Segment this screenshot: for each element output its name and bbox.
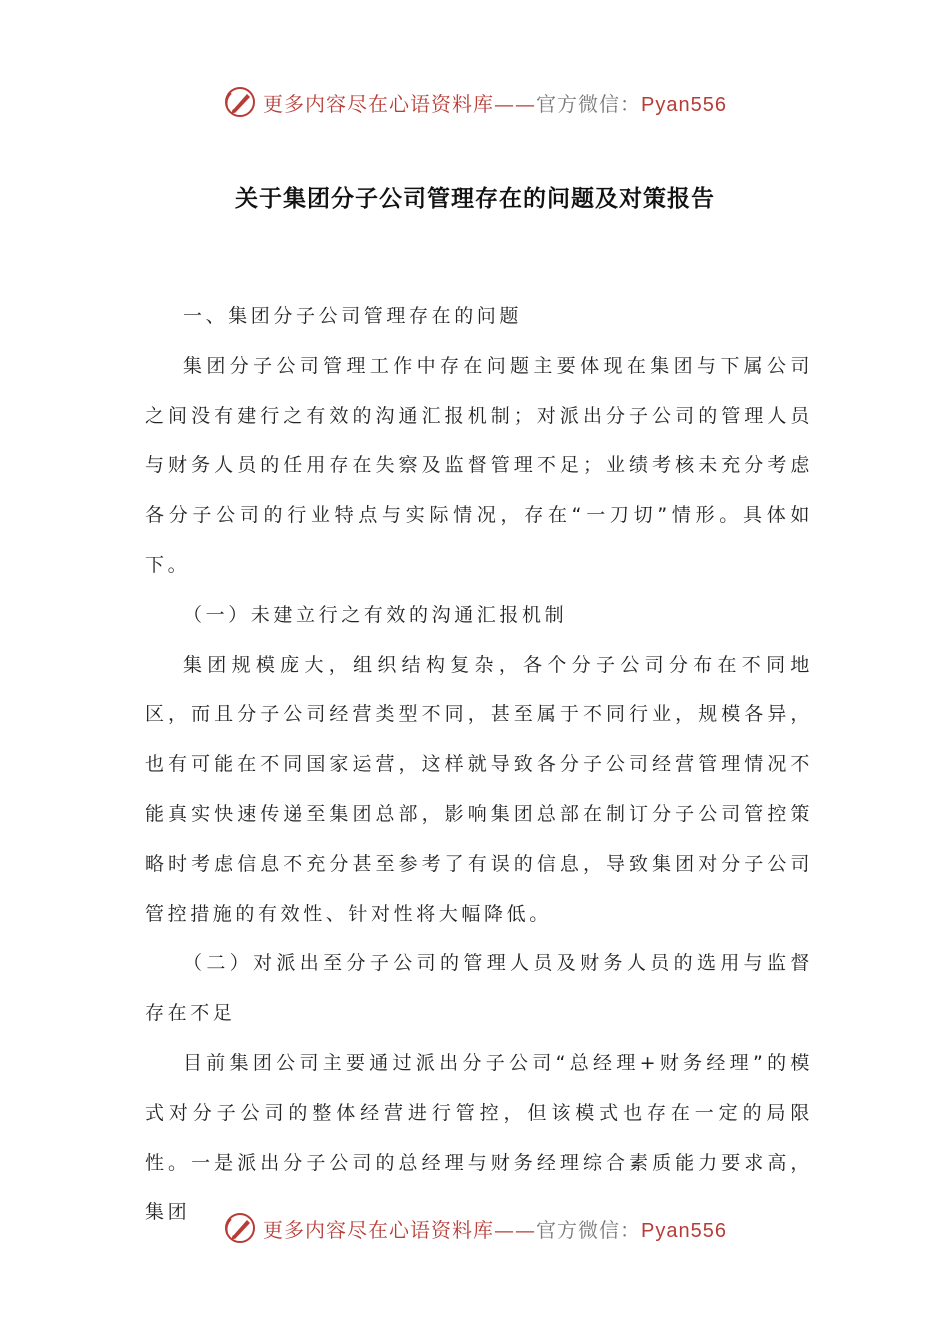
banner-text <box>263 88 727 117</box>
banner-main-text: 更多内容尽在心语资料库 <box>263 1217 495 1242</box>
banner-main-text: 更多内容尽在心语资料库 <box>263 91 495 116</box>
body-paragraph: 集团分子公司管理工作中存在问题主要体现在集团与下属公司之间没有建行之有效的沟通汇报机制；对派出分子公司的管理人员与财务人员的任用存在失察及监督管理不足；业绩考核未充分考虑各分子公司的行业特点与实际情况，存在“一刀切”情形。具体如下。 <box>145 354 813 576</box>
banner-wechat-id: Pyan556 <box>641 93 727 116</box>
body-paragraph: 集团规模庞大，组织结构复杂，各个分子公司分布在不同地区，而且分子公司经营类型不同，甚至属于不同行业，规模各异，也有可能在不同国家运营，这样就导致各分子公司经营管理情况不能真实快速传递至集团总部，影响集团总部在制订分子公司管控策略时考虑信息不充分甚至参考了有误的信息，导致集团对分子公司管控措施的有效性、针对性将大幅降低。 <box>145 653 813 925</box>
section-heading: 一、集团分子公司管理存在的问题 <box>183 305 523 327</box>
banner-wechat-label: 官方微信： <box>536 1217 642 1242</box>
document-title: 关于集团分子公司管理存在的问题及对策报告 <box>235 186 715 212</box>
subsection-heading: （二）对派出至分子公司的管理人员及财务人员的选用与监督存在不足 <box>145 952 813 1025</box>
banner-wechat-id: Pyan556 <box>641 1219 727 1242</box>
document-body <box>145 292 813 1238</box>
footer-banner <box>0 1208 950 1248</box>
quill-pen-logo-icon <box>223 1211 257 1245</box>
banner-dash: —— <box>494 91 537 116</box>
body-paragraph: 目前集团公司主要通过派出分子公司“总经理+财务经理”的模式对分子公司的整体经营进行管控，但该模式也存在一定的局限性。一是派出分子公司的总经理与财务经理综合素质能力要求高，集团 <box>145 1051 813 1224</box>
banner-wechat-label: 官方微信： <box>536 91 642 116</box>
subsection-heading: （一）未建立行之有效的沟通汇报机制 <box>183 603 568 626</box>
banner-text <box>263 1214 727 1243</box>
quill-pen-logo-icon <box>223 85 257 119</box>
banner-dash: —— <box>494 1217 537 1242</box>
header-banner <box>0 82 950 122</box>
